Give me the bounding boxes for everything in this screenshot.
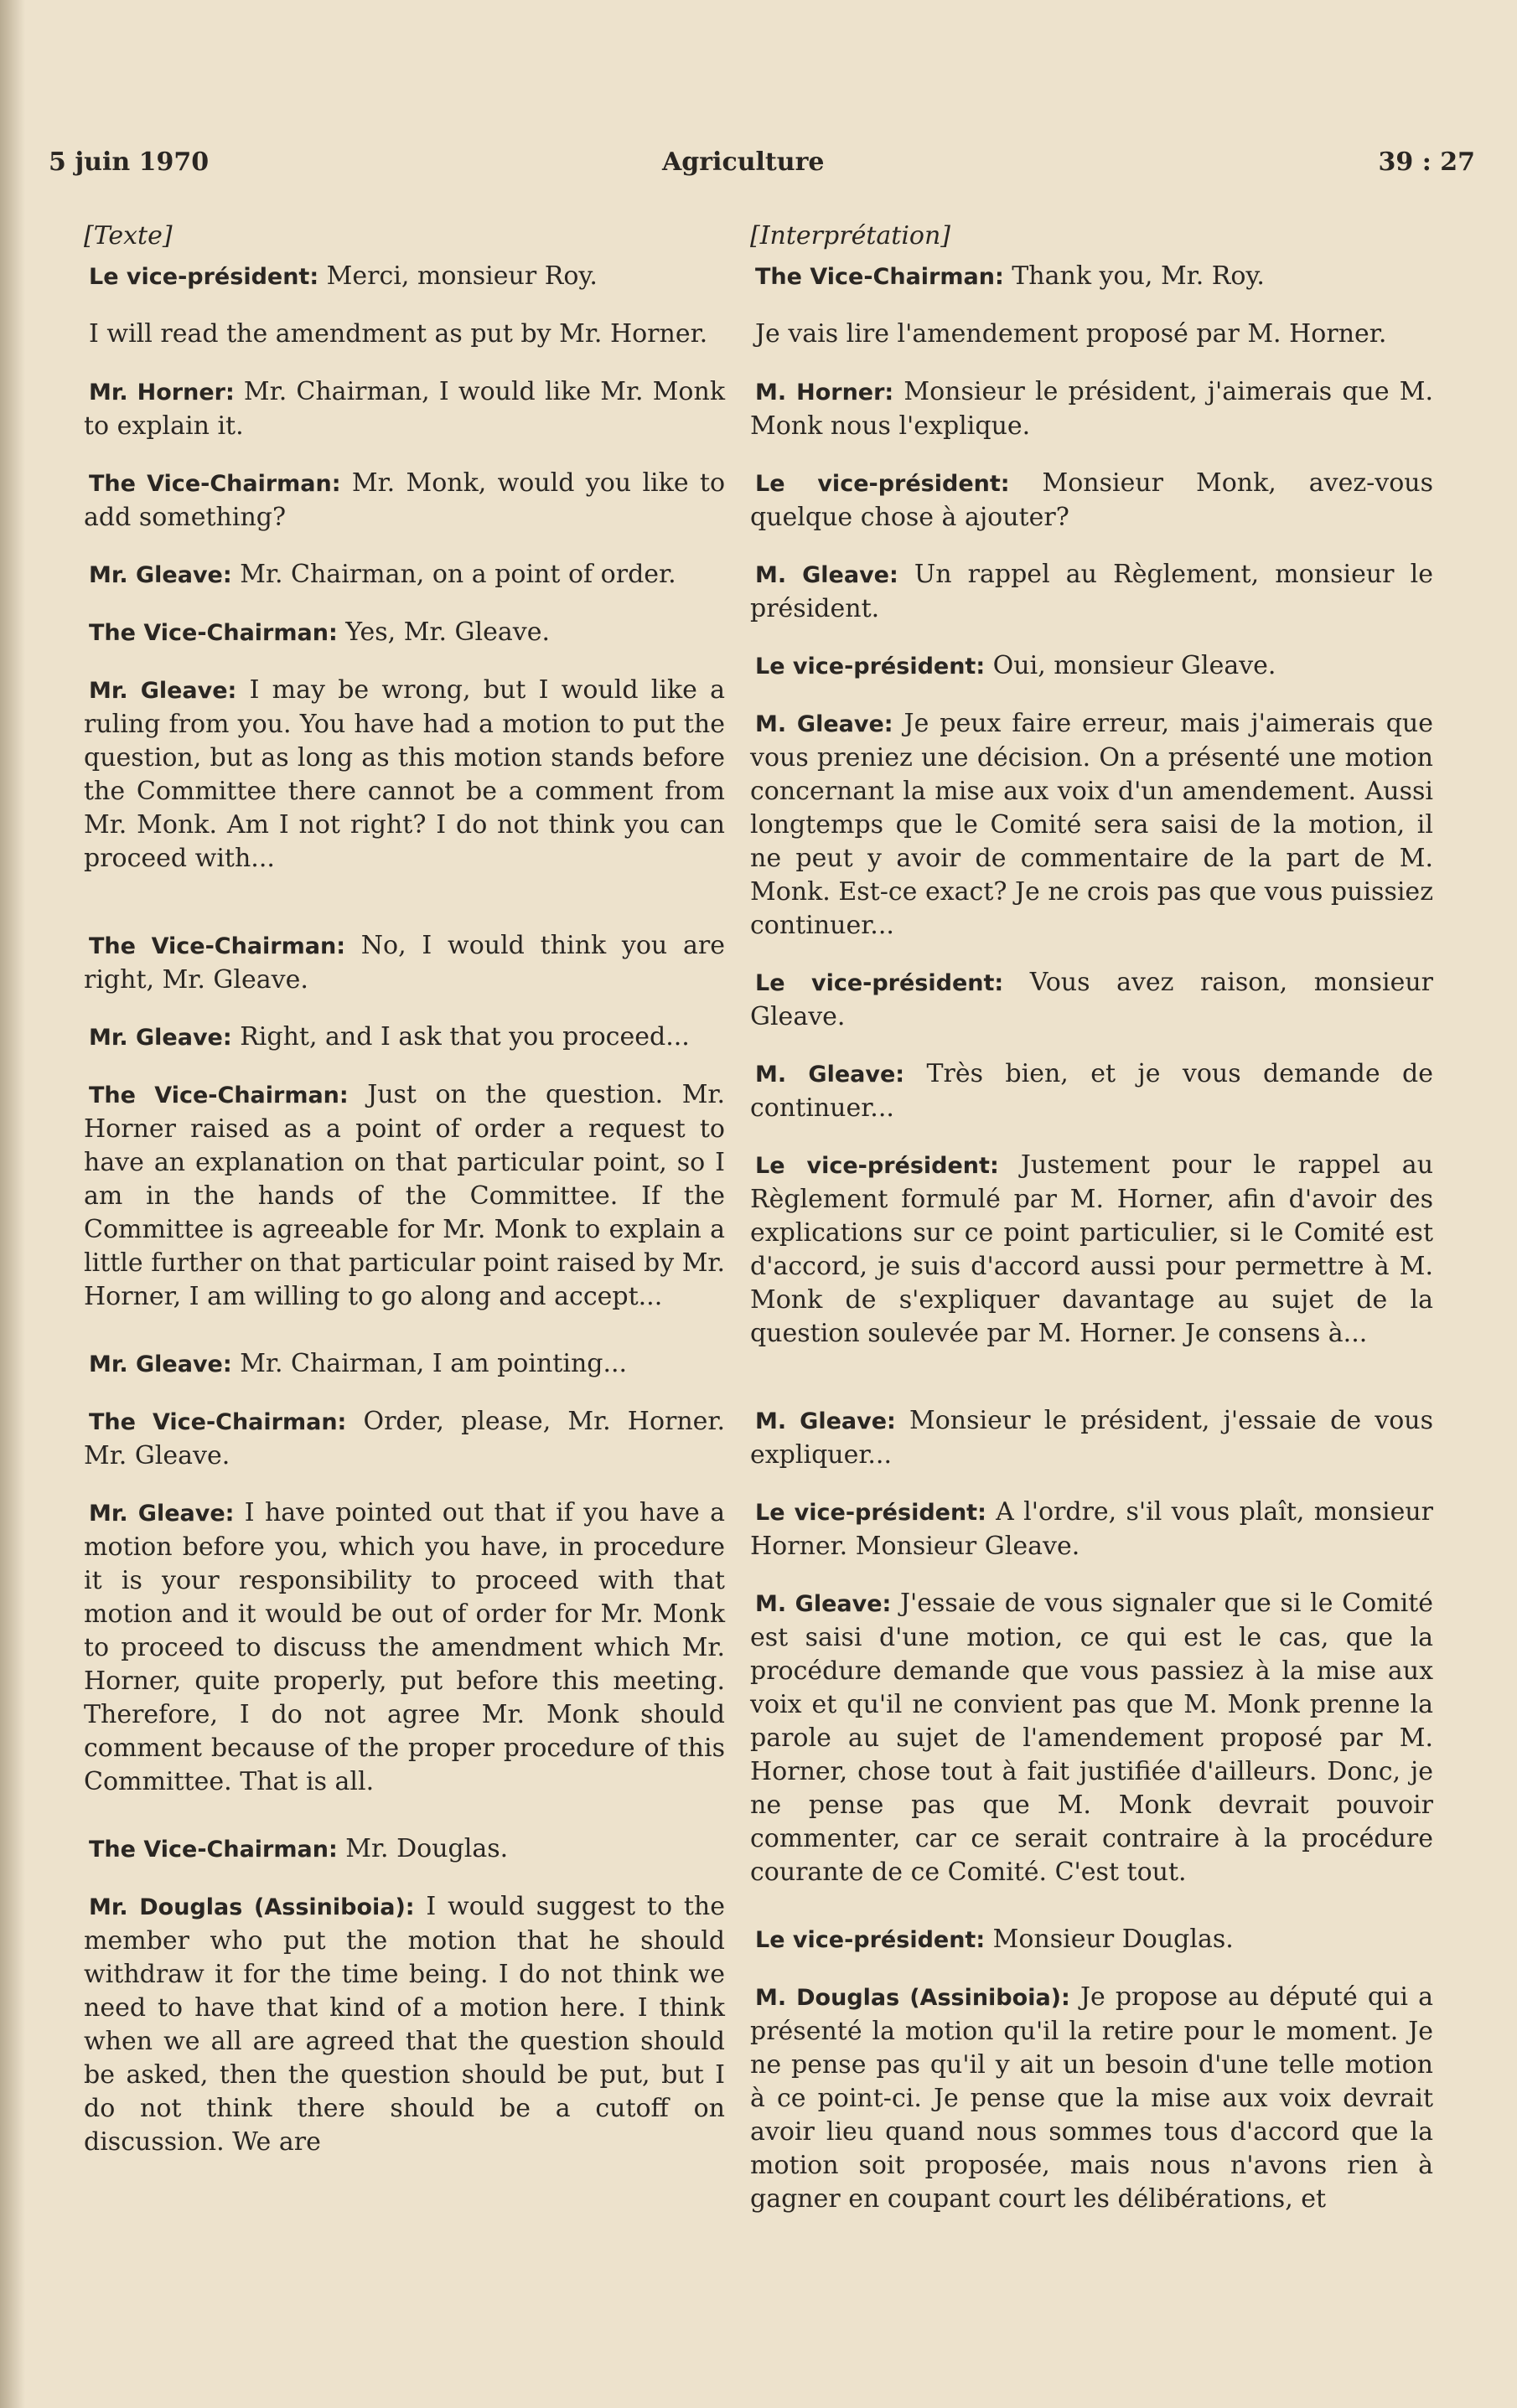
speaker-name: The Vice-Chairman: xyxy=(89,1837,338,1863)
speaker-name: Le vice-président: xyxy=(755,471,1010,497)
speech-text: Mr. Douglas. xyxy=(337,1834,509,1863)
speaker-name: M. Gleave: xyxy=(755,1408,896,1434)
speech-text: Monsieur le président, j'aimerais que M. Monk nous l'explique. xyxy=(750,377,1433,441)
transcript-paragraph xyxy=(84,467,725,535)
section-label-interpretation: [Interprétation] xyxy=(750,221,951,251)
transcript-paragraph xyxy=(750,966,1433,1034)
speaker-name: The Vice-Chairman: xyxy=(89,620,338,646)
speech-text: Un rappel au Règlement, monsieur le président. xyxy=(750,560,1434,623)
transcript-paragraph xyxy=(84,1021,725,1055)
speech-text: I will read the amendment as put by Mr. Horner. xyxy=(89,319,708,349)
transcript-paragraph xyxy=(750,649,1433,684)
header-title: Agriculture xyxy=(662,147,825,177)
speech-text: Très bien, et je vous demande de continuer... xyxy=(750,1059,1433,1123)
speaker-name: Mr. Horner: xyxy=(89,380,235,406)
speaker-name: The Vice-Chairman: xyxy=(89,1083,349,1108)
speech-text: Vous avez raison, monsieur Gleave. xyxy=(750,968,1434,1031)
transcript-paragraph xyxy=(84,318,725,352)
transcript-paragraph xyxy=(84,1347,725,1382)
speaker-name: Mr. Gleave: xyxy=(89,678,237,704)
transcript-paragraph xyxy=(84,674,725,876)
french-paragraphs xyxy=(750,260,1433,2216)
speaker-name: Mr. Gleave: xyxy=(89,562,232,588)
speaker-name: Mr. Douglas (Assiniboia): xyxy=(89,1894,415,1920)
transcript-paragraph xyxy=(84,1078,725,1314)
transcript-paragraph xyxy=(750,375,1433,443)
speaker-name: Le vice-président: xyxy=(755,1500,986,1526)
transcript-paragraph xyxy=(750,1981,1433,2216)
speech-text: Je propose au député qui a présenté la motion qu'il la retire pour le moment. Je ne pense pas qu'il y ait un besoin d'une telle motion à ce point-ci. Je pense que la mise aux voix devrait avoir lieu quand nous sommes tous d'accord que la motion soit proposée, mais nous n'avons rien à gagner en coupant court les délibérations, et xyxy=(750,1982,1434,2214)
transcript-paragraph xyxy=(84,616,725,650)
speaker-name: M. Gleave: xyxy=(755,1591,892,1617)
transcript-paragraph xyxy=(750,1923,1433,1957)
speech-text: Justement pour le rappel au Règlement formulé par M. Horner, afin d'avoir des explications sur ce point particulier, si le Comité est d'accord, je suis d'accord aussi pour permettre à M. Monk de s'expliquer davantage au sujet de la question soulevée par M. Horner. Je consens à... xyxy=(750,1150,1434,1348)
transcript-paragraph xyxy=(84,929,725,997)
speech-text: I may be wrong, but I would like a ruling from you. You have had a motion to put the question, but as long as this motion stands before the Committee there cannot be a comment from Mr. Monk. Am I not right? I do not think you can proceed with... xyxy=(84,675,726,873)
speech-text: I have pointed out that if you have a motion before you, which you have, in procedure it is your responsibility to proceed with that motion and it would be out of order for Mr. Monk to proceed to discuss the amendment which Mr. Horner, quite properly, put before this meeting. Therefore, I do not agree Mr. Monk should comment because of the proper procedure of this Committee. That is all. xyxy=(84,1498,725,1796)
transcript-paragraph xyxy=(84,1832,725,1867)
speaker-name: Le vice-président: xyxy=(755,1153,999,1179)
transcript-paragraph xyxy=(84,375,725,443)
speech-text: Oui, monsieur Gleave. xyxy=(985,651,1276,680)
speaker-name: M. Gleave: xyxy=(755,711,893,737)
speech-text: Yes, Mr. Gleave. xyxy=(337,618,550,647)
english-paragraphs xyxy=(84,260,725,2159)
header-date: 5 juin 1970 xyxy=(49,147,210,177)
speech-text: Monsieur Monk, avez-vous quelque chose à ajouter? xyxy=(750,468,1434,532)
french-column xyxy=(750,220,1433,2240)
speech-text: No, I would think you are right, Mr. Gleave. xyxy=(84,931,726,995)
speech-text: Merci, monsieur Roy. xyxy=(318,261,598,291)
speech-text: Order, please, Mr. Horner. Mr. Gleave. xyxy=(84,1407,726,1470)
transcript-paragraph xyxy=(750,1404,1433,1472)
transcript-paragraph xyxy=(750,318,1433,352)
speech-text: I would suggest to the member who put the motion that he should withdraw it for the time being. I do not think we need to have that kind of a motion here. I think when we all are agreed that the question should be asked, then the question should be put, but I do not think there should be a cutoff on discussion. We are xyxy=(84,1892,725,2157)
transcript-paragraph xyxy=(84,260,725,294)
page-binding-shadow xyxy=(0,0,25,2408)
speaker-name: The Vice-Chairman: xyxy=(89,1409,347,1435)
speaker-name: Mr. Gleave: xyxy=(89,1025,232,1051)
transcript-paragraph xyxy=(750,1496,1433,1563)
speaker-name: Le vice-président: xyxy=(755,1927,986,1953)
speech-text: Mr. Monk, would you like to add something? xyxy=(84,468,726,532)
speaker-name: Le vice-président: xyxy=(755,654,986,680)
speech-text: Je vais lire l'amendement proposé par M. Horner. xyxy=(755,319,1387,349)
transcript-paragraph xyxy=(84,558,725,592)
speech-text: J'essaie de vous signaler que si le Comité est saisi d'une motion, ce qui est le cas, que la procédure demande que vous passiez à la mise aux voix et qu'il ne convient pas que M. Monk prenne la parole au sujet de l'amendement proposé par M. Horner, chose tout à fait justifiée d'ailleurs. Donc, je ne pense pas que M. Monk devrait pouvoir commenter, car ce serait contraire à la procédure courante de ce Comité. C'est tout. xyxy=(750,1589,1434,1887)
speaker-name: Le vice-président: xyxy=(89,264,319,290)
transcript-paragraph xyxy=(750,1587,1433,1889)
speech-text: Right, and I ask that you proceed... xyxy=(231,1022,690,1052)
page-header xyxy=(49,147,1475,189)
transcript-paragraph xyxy=(750,260,1433,294)
transcript-paragraph xyxy=(750,467,1433,535)
transcript-paragraph xyxy=(84,1405,725,1473)
header-page-number: 39 : 27 xyxy=(1378,147,1475,177)
english-column xyxy=(84,220,725,2183)
speech-text: Mr. Chairman, I am pointing... xyxy=(231,1349,628,1378)
transcript-paragraph xyxy=(750,1057,1433,1125)
transcript-paragraph xyxy=(750,558,1433,626)
transcript-paragraph xyxy=(750,707,1433,943)
speaker-name: Le vice-président: xyxy=(755,970,1004,996)
transcript-paragraph xyxy=(84,1890,725,2159)
speech-text: Thank you, Mr. Roy. xyxy=(1003,261,1265,291)
speaker-name: The Vice-Chairman: xyxy=(755,264,1004,290)
speech-text: Mr. Chairman, on a point of order. xyxy=(231,560,676,589)
speech-text: A l'ordre, s'il vous plaît, monsieur Horner. Monsieur Gleave. xyxy=(750,1497,1433,1561)
speech-text: Monsieur le président, j'essaie de vous expliquer... xyxy=(750,1406,1433,1470)
speech-text: Mr. Chairman, I would like Mr. Monk to explain it. xyxy=(84,377,725,441)
speaker-name: Mr. Gleave: xyxy=(89,1351,232,1377)
speaker-name: M. Douglas (Assiniboia): xyxy=(755,1985,1070,2011)
speech-text: Monsieur Douglas. xyxy=(985,1925,1234,1954)
transcript-paragraph xyxy=(84,1496,725,1799)
speaker-name: M. Horner: xyxy=(755,380,894,406)
section-label-texte: [Texte] xyxy=(84,221,173,251)
speaker-name: The Vice-Chairman: xyxy=(89,471,341,497)
speech-text: Just on the question. Mr. Horner raised as a point of order a request to have an explanation on that particular point, so I am in the hands of the Committee. If the Committee is agreeable for Mr. Monk to explain a little further on that particular point raised by Mr. Horner, I am willing to go along and accept... xyxy=(84,1080,725,1311)
speaker-name: M. Gleave: xyxy=(755,562,898,588)
speaker-name: Mr. Gleave: xyxy=(89,1501,235,1527)
speaker-name: M. Gleave: xyxy=(755,1062,905,1088)
transcript-paragraph xyxy=(750,1149,1433,1351)
speaker-name: The Vice-Chairman: xyxy=(89,933,345,959)
speech-text: Je peux faire erreur, mais j'aimerais que vous preniez une décision. On a présenté une motion concernant la mise aux voix d'un amendement. Aussi longtemps que le Comité sera saisi de la motion, il ne peut y avoir de commentaire de la part de M. Monk. Est-ce exact? Je ne crois pas que vous puissiez continuer... xyxy=(750,709,1433,940)
